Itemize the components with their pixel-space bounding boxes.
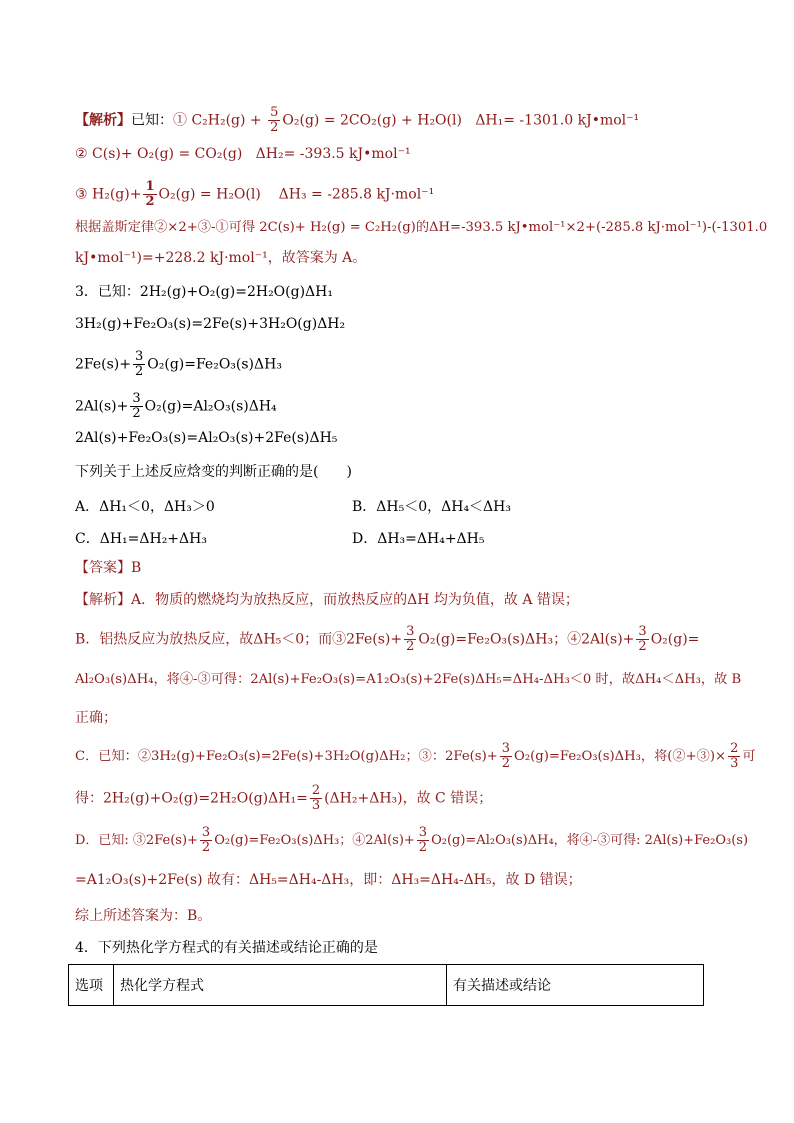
analysis2-summary: 综上所述答案为：B。 bbox=[75, 908, 212, 924]
fraction: $\frac{1}{2}$ bbox=[145, 179, 155, 209]
fraction: $\frac{3}{2}$ bbox=[132, 391, 141, 421]
analysis2-d2: =A1₂O₃(s)+2Fe(s) 故有：ΔH₅=ΔH₄-ΔH₃，即：ΔH₃=ΔH₄-ΔH₅，故 D 错误； bbox=[75, 872, 582, 888]
fraction: $\frac{2}{3}$ bbox=[311, 783, 321, 813]
q4-stem: 4．下列热化学方程式的有关描述或结论正确的是 bbox=[75, 940, 378, 956]
analysis2-d1: D．已知: ③2Fe(s)+ $\frac{3}{2}$ O₂(g)=Fe₂O₃(s)ΔH₃；④2Al(s)+ $\frac{3}{2}$ O₂(g)=Al₂O₃(s)ΔH₄，将④-③可得: 2Al(s)+Fe₂O₃(s) bbox=[75, 825, 749, 855]
q3-answer: 【答案】B bbox=[75, 560, 142, 576]
fraction: $\frac{3}{2}$ bbox=[418, 825, 428, 855]
fraction: $\frac{3}{2}$ bbox=[134, 349, 144, 379]
fraction: $\frac{2}{3}$ bbox=[730, 741, 739, 771]
q3-eq2: 3H₂(g)+Fe₂O₃(s)=2Fe(s)+3H₂O(g)ΔH₂ bbox=[75, 316, 346, 332]
table-header-conclusion: 有关描述或结论 bbox=[447, 965, 704, 1006]
q4-table bbox=[68, 964, 704, 1006]
fraction: $\frac{3}{2}$ bbox=[638, 624, 647, 654]
analysis1-eq3: ③ H₂(g)+ $\frac{1}{2}$ O₂(g) = H₂O(l) ΔH₃ = -285.8 kJ·mol⁻¹ bbox=[75, 179, 435, 209]
analysis-tag: 【解析】 bbox=[75, 112, 131, 129]
analysis1-conclusion-a: 根据盖斯定律②×2+③-①可得 2C(s)+ H₂(g) = C₂H₂(g)的ΔH=-393.5 kJ•mol⁻¹×2+(-285.8 kJ·mol⁻¹)-(-1301.0 bbox=[75, 220, 768, 235]
option-a: A．ΔH₁＜0，ΔH₃＞0 bbox=[75, 499, 215, 515]
analysis2-a: 【解析】A．物质的燃烧均为放热反应，而放热反应的ΔH 均为负值，故 A 错误； bbox=[75, 592, 579, 608]
analysis2-b2: Al₂O₃(s)ΔH₄，将④-③可得：2Al(s)+Fe₂O₃(s)=A1₂O₃(s)+2Fe(s)ΔH₅=ΔH₄-ΔH₃＜0 时，故ΔH₄＜ΔH₃，故 B bbox=[75, 672, 742, 687]
q3-eq3: 2Fe(s)+ $\frac{3}{2}$ O₂(g)=Fe₂O₃(s)ΔH₃ bbox=[75, 349, 282, 379]
option-d: D．ΔH₃=ΔH₄+ΔH₅ bbox=[352, 531, 485, 547]
fraction: $\frac{3}{2}$ bbox=[501, 741, 511, 771]
option-b: B．ΔH₅＜0，ΔH₄＜ΔH₃ bbox=[352, 499, 511, 515]
analysis1-conclusion-b: kJ•mol⁻¹)=+228.2 kJ·mol⁻¹，故答案为 A。 bbox=[75, 250, 367, 266]
table-row bbox=[69, 965, 704, 1006]
analysis2-c1: C．已知：②3H₂(g)+Fe₂O₃(s)=2Fe(s)+3H₂O(g)ΔH₂；③：2Fe(s)+ $\frac{3}{2}$ O₂(g)=Fe₂O₃(s)ΔH₃，将(②+③)× $\frac{2}{3}$ 可 bbox=[75, 741, 756, 771]
q3-stem: 3．已知：2H₂(g)+O₂(g)=2H₂O(g)ΔH₁ bbox=[75, 284, 333, 300]
fraction: $\frac{3}{2}$ bbox=[201, 825, 211, 855]
table-header-option: 选项 bbox=[69, 965, 114, 1006]
analysis2-c2: 得：2H₂(g)+O₂(g)=2H₂O(g)ΔH₁= $\frac{2}{3}$ (ΔH₂+ΔH₃)，故 C 错误； bbox=[75, 783, 493, 813]
option-c: C．ΔH₁=ΔH₂+ΔH₃ bbox=[75, 531, 207, 547]
q3-question: 下列关于上述反应焓变的判断正确的是( ) bbox=[75, 464, 352, 480]
analysis2-b1: B．铝热反应为放热反应，故ΔH₅＜0；而③2Fe(s)+ $\frac{3}{2}$ O₂(g)=Fe₂O₃(s)ΔH₃；④2Al(s)+ $\frac{3}{2}$ O₂(g)= bbox=[75, 624, 700, 654]
analysis2-b3: 正确； bbox=[75, 710, 117, 726]
table-header-equation: 热化学方程式 bbox=[114, 965, 447, 1006]
q3-eq5: 2Al(s)+Fe₂O₃(s)=Al₂O₃(s)+2Fe(s)ΔH₅ bbox=[75, 430, 338, 446]
analysis1-eq2: ② C(s)+ O₂(g) = CO₂(g) ΔH₂= -393.5 kJ•mol⁻¹ bbox=[75, 146, 411, 162]
q3-eq4: 2Al(s)+ $\frac{3}{2}$ O₂(g)=Al₂O₃(s)ΔH₄ bbox=[75, 391, 277, 421]
analysis1-eq1: 【解析】已知：① C₂H₂(g) + $\frac{5}{2}$ O₂(g) = 2CO₂(g) + H₂O(l) ΔH₁= -1301.0 kJ•mol⁻¹ bbox=[75, 105, 640, 135]
fraction: $\frac{5}{2}$ bbox=[270, 105, 279, 135]
fraction: $\frac{3}{2}$ bbox=[406, 624, 415, 654]
